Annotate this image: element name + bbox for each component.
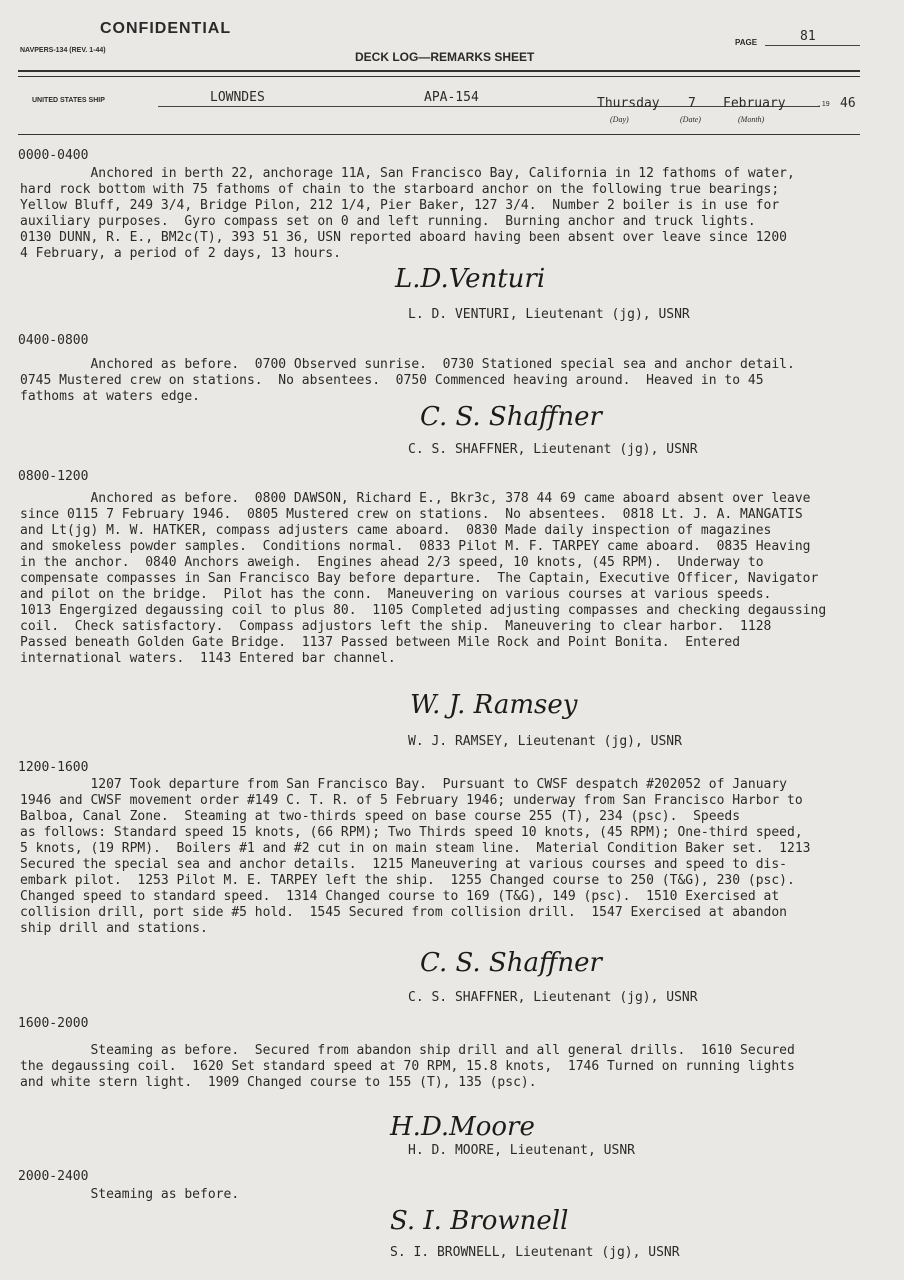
watch-entry: 1207 Took departure from San Francisco Bay. Pursuant to CWSF despatch #202052 of January 1946 and CWSF movement order #149 C. T. R. of 5 February 1946; underway from San Francisco Harbor to Balboa, Canal Zone. Steaming at two-thirds speed on base course 255 (T), 234 (psc). Speeds as follows: Standard speed 15 knots, (66 RPM); Two Thirds speed 10 knots, (45 RPM); One-third speed, 5 knots, (19 RPM). Boilers #1 and #2 cut in on main steam line. Material Condition Baker set. 1213 Secured the special sea and anchor details. 1215 Maneuvering at various courses and speed to dis- embark pilot. 1253 Pilot M. E. TARPEY left the ship. 1255 Changed course to 250 (T&G), 230 (psc). Changed speed to standard speed. 1314 Changed course to 169 (T&G), 149 (psc). 1510 Exercised at collision drill, port side #5 hold. 1545 Secured from collision drill. 1547 Exercised at abandon ship drill and stations. (20, 777, 811, 936)
ship-info-rule (18, 134, 860, 135)
watch-period: 0000-0400 (18, 148, 89, 163)
page-label: PAGE (735, 38, 758, 47)
month-label: (Month) (738, 115, 765, 124)
handwritten-signature: C. S. Shaffner (420, 402, 602, 432)
year-value: 46 (840, 96, 856, 111)
ship-label: UNITED STATES SHIP (32, 97, 105, 104)
watch-period: 2000-2400 (18, 1169, 89, 1184)
signer-name: W. J. RAMSEY, Lieutenant (jg), USNR (408, 734, 682, 749)
month-value: February (723, 96, 786, 111)
signer-name: C. S. SHAFFNER, Lieutenant (jg), USNR (408, 442, 698, 457)
handwritten-signature: S. I. Brownell (390, 1206, 569, 1236)
watch-period: 1600-2000 (18, 1016, 89, 1031)
year-prefix: , 19 (818, 101, 830, 108)
header-rule-bottom (18, 76, 860, 77)
ship-name: LOWNDES (210, 90, 265, 105)
signer-name: H. D. MOORE, Lieutenant, USNR (408, 1143, 635, 1158)
handwritten-signature: L.D.Venturi (395, 264, 546, 294)
header-rule-top (18, 70, 860, 72)
watch-period: 1200-1600 (18, 760, 89, 775)
page-number-line (765, 45, 860, 46)
watch-period: 0400-0800 (18, 333, 89, 348)
form-number: NAVPERS-134 (REV. 1-44) (20, 47, 106, 54)
handwritten-signature: W. J. Ramsey (410, 690, 578, 720)
watch-entry: Anchored in berth 22, anchorage 11A, San Francisco Bay, California in 12 fathoms of water, hard rock bottom with 75 fathoms of chain to the starboard anchor on the following true bearings; Yellow Bluff, 249 3/4, Bridge Pilon, 212 1/4, Pier Baker, 127 3/4. Number 2 boiler is in use for auxiliary purposes. Gyro compass set on 0 and left running. Burning anchor and truck lights. 0130 DUNN, R. E., BM2c(T), 393 51 36, USN reported aboard having been absent over leave since 1200 4 February, a period of 2 days, 13 hours. (20, 166, 795, 261)
date-label: (Date) (680, 115, 701, 124)
hull-number: APA-154 (424, 90, 479, 105)
watch-entry: Anchored as before. 0700 Observed sunrise. 0730 Stationed special sea and anchor detail. 0745 Mustered crew on stations. No absentees. 0750 Commenced heaving around. Heaved in to 45 fathoms at waters edge. (20, 357, 795, 404)
handwritten-signature: H.D.Moore (390, 1112, 535, 1142)
confidential-heading: CONFIDENTIAL (100, 20, 232, 37)
watch-entry: Steaming as before. (20, 1187, 240, 1202)
watch-entry: Anchored as before. 0800 DAWSON, Richard E., Bkr3c, 378 44 69 came aboard absent over leave since 0115 7 February 1946. 0805 Mustered crew on stations. No absentees. 0818 Lt. J. A. MANGATIS and Lt(jg) M. W. HATKER, compass adjusters came aboard. 0830 Made daily inspection of magazines and smokeless powder samples. Conditions normal. 0833 Pilot M. F. TARPEY came aboard. 0835 Heaving in the anchor. 0840 Anchors aweigh. Engines ahead 2/3 speed, 10 knots, (45 RPM). Underway to compensate compasses in San Francisco Bay before departure. The Captain, Executive Officer, Navigator and pilot on the bridge. Pilot has the conn. Maneuvering on various courses at various speeds. 1013 Engergized degaussing coil to plus 80. 1105 Completed adjusting compasses and checking degaussing coil. Check satisfactory. Compass adjustors left the ship. Maneuvering to clear harbor. 1128 Passed beneath Golden Gate Bridge. 1137 Passed between Mile Rock and Point Bonita. Entered international waters. 1143 Entered bar channel. (20, 491, 827, 666)
sheet-title: DECK LOG—REMARKS SHEET (355, 50, 535, 64)
handwritten-signature: C. S. Shaffner (420, 948, 602, 978)
signer-name: L. D. VENTURI, Lieutenant (jg), USNR (408, 307, 690, 322)
signer-name: S. I. BROWNELL, Lieutenant (jg), USNR (390, 1245, 680, 1260)
day-value: Thursday (597, 96, 660, 111)
watch-period: 0800-1200 (18, 469, 89, 484)
page-number: 81 (800, 29, 816, 44)
ship-info-line (158, 106, 820, 107)
date-value: 7 (688, 96, 696, 111)
signer-name: C. S. SHAFFNER, Lieutenant (jg), USNR (408, 990, 698, 1005)
watch-entry: Steaming as before. Secured from abandon ship drill and all general drills. 1610 Secured the degaussing coil. 1620 Set standard speed at 70 RPM, 15.8 knots, 1746 Turned on running lights and white stern light. 1909 Changed course to 155 (T), 135 (psc). (20, 1043, 795, 1090)
day-label: (Day) (610, 115, 629, 124)
